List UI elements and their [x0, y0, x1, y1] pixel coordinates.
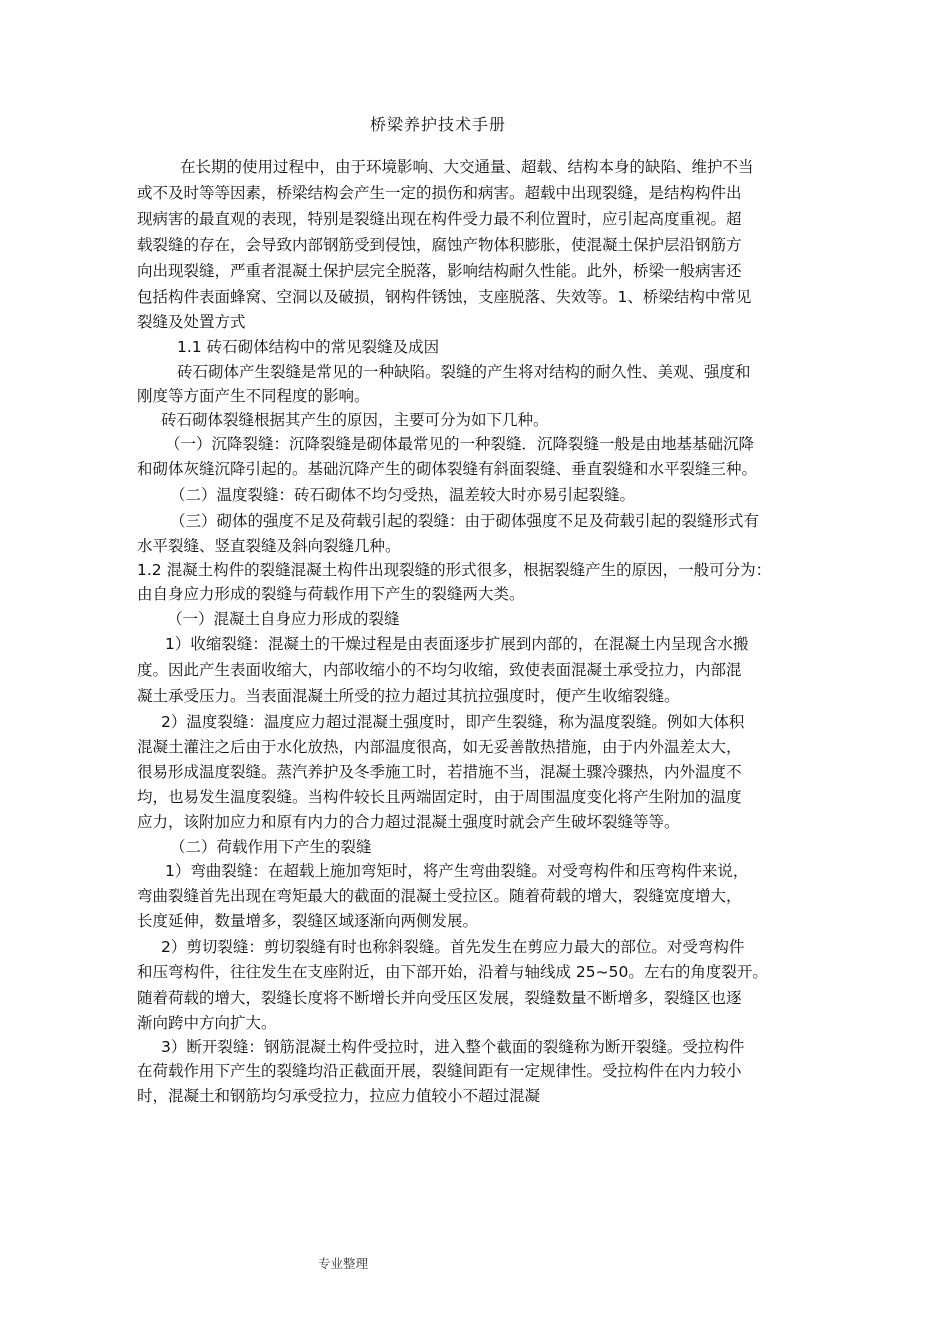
text-line: 3）断开裂缝：钢筋混凝土构件受拉时，进入整个截面的裂缝称为断开裂缝。受拉构件 [161, 1038, 745, 1056]
text-line: 或不及时等等因素，桥梁结构会产生一定的损伤和病害。超载中出现裂缝，是结构构件出 [137, 184, 742, 202]
text-line: 现病害的最直观的表现，特别是裂缝出现在构件受力最不利位置时，应引起高度重视。超 [137, 210, 742, 228]
text-line: 长度延伸，数量增多，裂缝区域逐渐向两侧发展。 [137, 912, 479, 930]
text-line: 渐向跨中方向扩大。 [137, 1014, 277, 1032]
text-line: 混凝土灌注之后由于水化放热，内部温度很高，如无妥善散热措施，由于内外温差太大， [137, 738, 742, 756]
text-line: 2）剪切裂缝：剪切裂缝有时也称斜裂缝。首先发生在剪应力最大的部位。对受弯构件 [161, 938, 745, 956]
text-line: 弯曲裂缝首先出现在弯矩最大的截面的混凝土受拉区。随着荷载的增大，裂缝宽度增大， [137, 887, 742, 905]
text-line: 在长期的使用过程中，由于环境影响、大交通量、超载、结构本身的缺陷、维护不当 [180, 158, 754, 176]
text-line: 度。因此产生表面收缩大，内部收缩小的不均匀收缩，致使表面混凝土承受拉力，内部混 [137, 661, 742, 679]
text-line: 应力，该附加应力和原有内力的合力超过混凝土强度时就会产生破坏裂缝等等。 [137, 813, 680, 831]
text-line: 砖石砌体产生裂缝是常见的一种缺陷。裂缝的产生将对结构的耐久性、美观、强度和 [177, 363, 751, 381]
text-line: 裂缝及处置方式 [137, 313, 246, 331]
text-line: 砖石砌体裂缝根据其产生的原因，主要可分为如下几种。 [161, 411, 549, 429]
text-line: 1）弯曲裂缝：在超载上施加弯矩时，将产生弯曲裂缝。对受弯构件和压弯构件来说， [165, 862, 749, 880]
text-line: 由自身应力形成的裂缝与荷载作用下产生的裂缝两大类。 [137, 585, 525, 603]
text-line: 均，也易发生温度裂缝。当构件较长且两端固定时，由于周围温度变化将产生附加的温度 [137, 788, 742, 806]
section-heading: 1.1 砖石砌体结构中的常见裂缝及成因 [177, 338, 440, 356]
text-line: 向出现裂缝，严重者混凝土保护层完全脱落，影响结构耐久性能。此外，桥梁一般病害还 [137, 262, 742, 280]
text-line: 很易形成温度裂缝。蒸汽养护及冬季施工时，若措施不当，混凝土骤冷骤热，内外温度不 [137, 763, 742, 781]
text-line: 包括构件表面蜂窝、空洞以及破损，钢构件锈蚀，支座脱落、失效等。1、桥梁结构中常见 [137, 288, 752, 306]
text-line: 水平裂缝、竖直裂缝及斜向裂缝几种。 [137, 537, 401, 555]
text-line: 时，混凝土和钢筋均匀承受拉力，拉应力值较小不超过混凝 [137, 1087, 541, 1105]
text-line: 和砌体灰缝沉降引起的。基础沉降产生的砌体裂缝有斜面裂缝、垂直裂缝和水平裂缝三种。 [137, 460, 758, 478]
subsection-heading: （二）荷载作用下产生的裂缝 [170, 838, 372, 856]
text-line: 在荷载作用下产生的裂缝均沿正截面开展，裂缝间距有一定规律性。受拉构件在内力较小 [137, 1062, 742, 1080]
text-line: 随着荷载的增大，裂缝长度将不断增长并向受压区发展，裂缝数量不断增多，裂缝区也逐 [137, 989, 742, 1007]
text-line: （二）温度裂缝：砖石砌体不均匀受热，温差较大时亦易引起裂缝。 [170, 486, 636, 504]
text-line: （一）沉降裂缝：沉降裂缝是砌体最常见的一种裂缝．沉降裂缝一般是由地基基础沉降 [165, 435, 755, 453]
text-line: 刚度等方面产生不同程度的影响。 [137, 387, 370, 405]
text-line: 1）收缩裂缝：混凝土的干燥过程是由表面逐步扩展到内部的，在混凝土内呈现含水搬 [165, 635, 749, 653]
text-line: 凝土承受压力。当表面混凝土所受的拉力超过其抗拉强度时，便产生收缩裂缝。 [137, 687, 680, 705]
subsection-heading: （一）混凝土自身应力形成的裂缝 [167, 610, 400, 628]
text-line: 和压弯构件，往往发生在支座附近，由下部开始，沿着与轴线成 25~50。左右的角度裂开。 [137, 963, 768, 981]
page-title: 桥梁养护技术手册 [370, 115, 507, 134]
section-heading: 1.2 混凝土构件的裂缝混凝土构件出现裂缝的形式很多，根据裂缝产生的原因，一般可分为： [137, 561, 772, 579]
text-line: 载裂缝的存在，会导致内部钢筋受到侵蚀，腐蚀产物体积膨胀，使混凝土保护层沿钢筋方 [137, 236, 742, 254]
page-footer: 专业整理 [318, 1256, 369, 1271]
text-line: （三）砌体的强度不足及荷载引起的裂缝：由于砌体强度不足及荷载引起的裂缝形式有 [170, 512, 760, 530]
text-line: 2）温度裂缝：温度应力超过混凝土强度时，即产生裂缝，称为温度裂缝。例如大体积 [161, 713, 745, 731]
